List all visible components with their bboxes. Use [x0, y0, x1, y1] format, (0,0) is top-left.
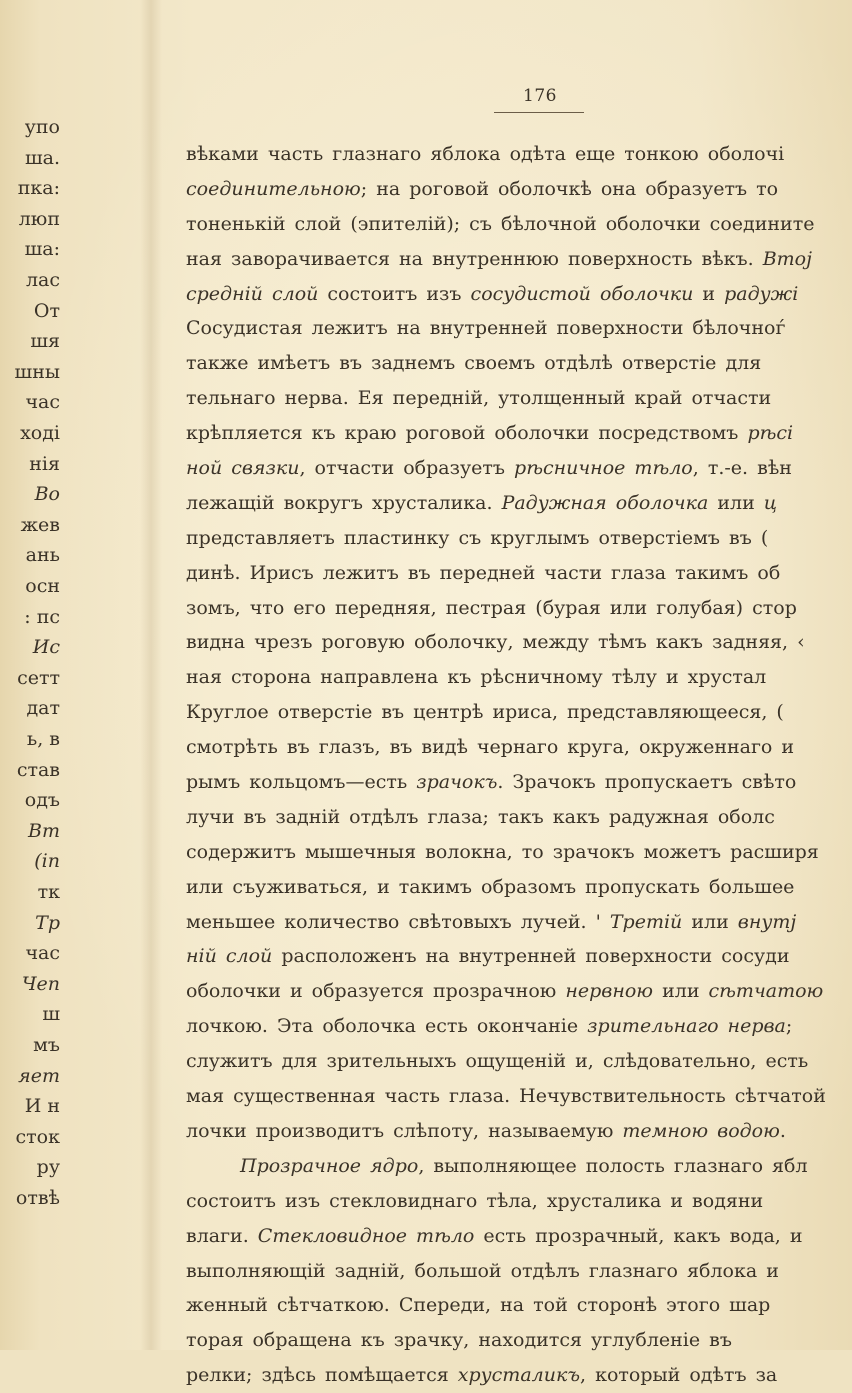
text-segment: расположенъ на внутренней поверхности сосуди: [272, 945, 790, 968]
text-line: [186, 625, 852, 660]
text-line: [186, 974, 852, 1009]
text-segment: мая существенная часть глаза. Нечувствительность сѣтчатой: [186, 1085, 826, 1108]
text-line: [186, 346, 852, 381]
text-line: [186, 765, 852, 800]
text-segment: смотрѣть въ глазъ, въ видѣ чернаго круга, окруженнаго и: [186, 736, 795, 759]
text-segment: тоненькій слой (эпителій); съ бѣлочной оболочки соедините: [186, 212, 815, 235]
page-number: 176: [523, 86, 557, 106]
text-line: [186, 311, 852, 346]
text-segment: Круглое отверстіе въ центрѣ ириса, представляющееся, (: [186, 701, 784, 724]
italic-term: средній слой: [186, 282, 319, 305]
text-segment: женный сѣтчаткою. Спереди, на той сторонѣ этого шар: [186, 1294, 771, 1317]
left-fragment-line: пка:: [17, 177, 60, 200]
text-segment: крѣпляется къ краю роговой оболочки посредствомъ: [186, 422, 748, 445]
italic-term: внутј: [737, 910, 797, 933]
left-fragment-line: упо: [24, 116, 60, 138]
italic-term: зрительнаго нерва: [587, 1015, 786, 1038]
text-line: [186, 1079, 852, 1114]
text-line: [186, 451, 852, 486]
text-line: [186, 277, 852, 312]
left-fragment-line: лас: [25, 269, 60, 291]
text-segment: ная заворачивается на внутреннюю поверхность вѣкъ.: [186, 247, 763, 270]
italic-term: темною водою: [622, 1119, 780, 1142]
text-line: [186, 695, 852, 730]
text-segment: или: [653, 980, 709, 1003]
left-fragment-line: час: [25, 942, 60, 965]
text-segment: также имѣетъ въ заднемъ своемъ отдѣлѣ отверстіе для: [186, 352, 762, 375]
text-segment: динѣ. Ирисъ лежитъ въ передней части глаза такимъ об: [186, 561, 781, 584]
text-segment: лочки производитъ слѣпоту, называемую: [186, 1119, 623, 1142]
italic-term: сосудистой оболочки: [470, 282, 694, 305]
italic-term: зрачокъ: [416, 771, 498, 794]
italic-term: рѣсі: [747, 422, 794, 445]
text-segment: ная сторона направлена къ рѣсничному тѣлу и хрустал: [186, 666, 767, 689]
text-line: [186, 416, 852, 451]
text-line: [186, 870, 852, 905]
left-fragment-line: час: [25, 391, 60, 414]
text-line: [186, 1219, 852, 1254]
text-line: [186, 1009, 852, 1044]
text-line: [186, 939, 852, 974]
left-fragment-line: ша:: [24, 238, 60, 261]
italic-term: ной связки: [186, 457, 300, 480]
left-fragment-line: нія: [29, 452, 60, 475]
text-line: [186, 591, 852, 626]
left-fragment-line: От: [33, 299, 60, 322]
text-segment: ;: [785, 1015, 793, 1038]
left-fragment-line: тк: [37, 881, 60, 903]
text-segment: вѣками часть глазнаго яблока одѣта еще тонкою оболочі: [186, 143, 785, 165]
text-line: [186, 1184, 852, 1219]
left-fragment-line: ш: [42, 1003, 60, 1026]
italic-term: радужі: [724, 282, 799, 305]
body-text: [186, 137, 852, 1393]
italic-term: ц: [763, 491, 778, 514]
text-segment: лучи въ задній отдѣлъ глаза; такъ какъ радужная оболс: [186, 805, 775, 828]
left-fragment-line: : пс: [24, 605, 60, 628]
text-segment: , отчасти образуетъ: [299, 457, 515, 480]
left-fragment-line: шны: [14, 360, 60, 383]
left-fragment-line: ь, в: [26, 728, 60, 750]
left-fragment-line: отвѣ: [15, 1187, 60, 1209]
text-segment: зомъ, что его передняя, пестрая (бурая или голубая) стор: [186, 596, 797, 619]
left-fragment-line: шя: [30, 330, 60, 353]
left-fragment-line: мъ: [33, 1034, 60, 1056]
text-segment: лежащій вокругъ хрусталика.: [186, 491, 502, 514]
text-line: [186, 660, 852, 695]
text-line: [186, 1044, 852, 1079]
text-segment: , который одѣтъ за: [580, 1364, 778, 1387]
text-segment: меньшее количество свѣтовыхъ лучей. ': [186, 910, 610, 933]
left-fragment-line: ру: [36, 1156, 60, 1179]
left-fragment-line: сетт: [17, 666, 60, 689]
text-line: [186, 1358, 852, 1393]
left-fragment-line: дат: [26, 697, 60, 720]
left-fragment-line: Тр: [35, 911, 60, 934]
left-fragment-line: ань: [25, 544, 60, 567]
text-line: [186, 1323, 852, 1358]
italic-term: Втој: [762, 247, 813, 270]
text-segment: содержитъ мышечныя волокна, то зрачокъ можетъ расширя: [186, 840, 819, 863]
text-segment: лочкою. Эта оболочка есть окончаніе: [186, 1015, 588, 1038]
italic-term: нервною: [565, 980, 654, 1003]
text-line: [186, 1149, 852, 1184]
left-fragment-line: люп: [18, 207, 60, 230]
left-fragment-line: осн: [25, 575, 60, 597]
text-segment: служитъ для зрительныхъ ощущеній и, слѣдовательно, есть: [186, 1050, 809, 1073]
text-segment: есть прозрачный, какъ вода, и: [474, 1224, 803, 1247]
text-segment: . Зрачокъ пропускаетъ свѣто: [497, 771, 797, 794]
text-line: [186, 730, 852, 765]
left-fragment-line: Ис: [32, 636, 60, 659]
text-line: [186, 800, 852, 835]
left-fragment-line: яет: [18, 1064, 60, 1087]
text-segment: .: [779, 1119, 786, 1142]
left-fragment-line: одъ: [24, 789, 60, 812]
italic-term: соединительною: [186, 177, 361, 200]
text-segment: видна чрезъ роговую оболочку, между тѣмъ какъ задняя, ‹: [186, 631, 805, 654]
text-line: [186, 137, 852, 172]
italic-term: рѣсничное тѣло: [514, 457, 693, 480]
left-fragment-line: И н: [24, 1095, 60, 1118]
text-line: [186, 381, 852, 416]
page-number-rule: [494, 112, 584, 113]
page-gutter-shadow: [140, 0, 162, 1350]
italic-term: Радужная оболочка: [501, 491, 709, 514]
italic-term: Прозрачное ядро: [240, 1154, 419, 1177]
text-line: [186, 207, 852, 242]
text-segment: Сосудистая лежитъ на внутренней поверхности бѣлочноѓ: [186, 317, 786, 340]
text-segment: состоитъ изъ стекловиднаго тѣла, хрусталика и водяни: [186, 1189, 764, 1212]
text-segment: и: [693, 282, 725, 305]
italic-term: сѣтчатою: [708, 980, 824, 1003]
text-segment: влаги.: [186, 1224, 258, 1247]
text-segment: ; на роговой оболочкѣ она образуетъ то: [360, 177, 779, 200]
text-line: [186, 1288, 852, 1323]
text-line: [186, 172, 852, 207]
text-segment: состоитъ изъ: [318, 282, 471, 305]
text-line: [186, 486, 852, 521]
italic-term: ній слой: [186, 945, 273, 968]
text-segment: рымъ кольцомъ—есть: [186, 771, 417, 794]
text-line: [186, 1114, 852, 1149]
left-fragment-line: Чеп: [21, 972, 60, 995]
text-segment: , т.-е. вѣн: [692, 457, 792, 480]
text-line: [186, 556, 852, 591]
text-line: [186, 242, 852, 277]
text-line: [186, 521, 852, 556]
text-line: [186, 905, 852, 940]
text-segment: или: [708, 491, 764, 514]
italic-term: хрусталикъ: [457, 1364, 580, 1387]
text-line: [186, 1254, 852, 1289]
text-segment: тельнаго нерва. Ея передній, утолщенный край отчасти: [186, 387, 772, 410]
left-fragment-line: Во: [34, 483, 60, 506]
text-segment: или: [682, 910, 738, 933]
text-segment: представляетъ пластинку съ круглымъ отверстіемъ въ (: [186, 526, 769, 549]
text-segment: релки; здѣсь помѣщается: [186, 1364, 458, 1387]
text-segment: торая обращена къ зрачку, находится углубленіе въ: [186, 1329, 732, 1352]
text-segment: оболочки и образуется прозрачною: [186, 980, 566, 1003]
left-fragment-line: сток: [15, 1125, 60, 1148]
text-segment: , выполняющее полость глазнаго ябл: [418, 1154, 808, 1177]
previous-page-fragment: [0, 0, 60, 1350]
text-segment: или съуживаться, и такимъ образомъ пропускать большее: [186, 875, 795, 898]
text-line: [186, 835, 852, 870]
left-fragment-line: Вт: [28, 819, 60, 842]
italic-term: Третій: [609, 910, 683, 933]
left-fragment-line: став: [16, 758, 60, 781]
italic-term: Стекловидное тѣло: [257, 1224, 475, 1247]
left-fragment-line: ша.: [24, 146, 60, 169]
text-segment: выполняющій задній, большой отдѣлъ глазнаго яблока и: [186, 1259, 779, 1282]
left-fragment-line: жев: [20, 513, 60, 536]
left-fragment-line: ході: [20, 422, 60, 444]
left-fragment-line: (in: [34, 850, 60, 873]
